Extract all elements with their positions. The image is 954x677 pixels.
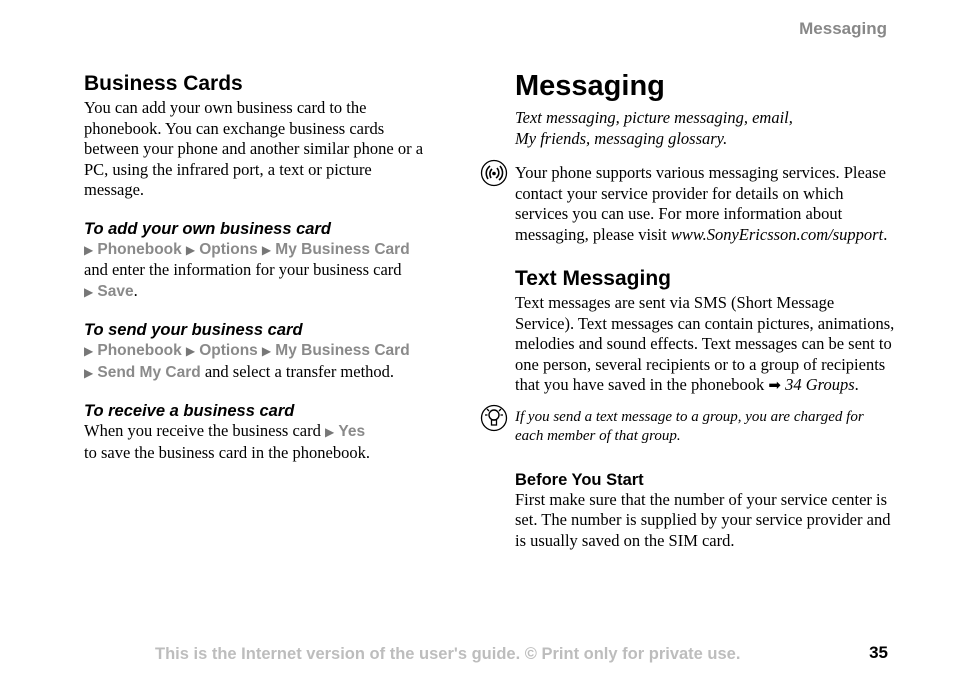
text-messaging-title: Text Messaging [515, 267, 671, 290]
menu-arrow-icon: ▶ [84, 344, 94, 358]
text-messaging-text: Text messages are sent via SMS (Short Message Service). Text messages can contain pictures, animations, melodies and sound effects. Text messages can be sent to one person, several recipients or to a group of recipients that you have saved in the phonebook [515, 293, 895, 394]
receive-card-heading: To receive a business card [84, 402, 295, 420]
running-header: Messaging [799, 19, 887, 38]
period: . [854, 375, 859, 394]
menu-my-business-card: My Business Card [275, 240, 410, 258]
service-note [515, 163, 895, 245]
service-note-text [515, 163, 895, 245]
menu-save: Save [97, 282, 134, 300]
page-number: 35 [869, 643, 888, 662]
send-card-text: and select a transfer method. [200, 361, 395, 381]
chapter-intro-line1: Text messaging, picture messaging, email, [515, 108, 793, 127]
menu-phonebook: Phonebook [97, 342, 182, 359]
menu-options: Options [199, 240, 258, 258]
menu-options: Options [199, 342, 258, 359]
right-column [515, 68, 895, 551]
menu-arrow-icon: ▶ [84, 242, 94, 257]
receive-card-steps [84, 421, 424, 463]
chapter-intro-line2: My friends, messaging glossary. [515, 128, 728, 148]
menu-send-my-card: Send My Card [97, 363, 201, 381]
period: . [883, 224, 888, 244]
menu-arrow-icon: ▶ [325, 425, 335, 439]
menu-my-business-card: My Business Card [275, 342, 410, 359]
menu-arrow-icon: ▶ [261, 242, 272, 257]
add-card-text: and enter the information for your business card [84, 260, 402, 279]
add-card-heading: To add your own business card [84, 219, 331, 238]
support-url: www.SonyEricsson.com/support [670, 224, 884, 244]
menu-arrow-icon: ▶ [84, 365, 94, 380]
left-column [84, 70, 424, 463]
before-you-start-heading: Before You Start [515, 470, 644, 489]
menu-phonebook: Phonebook [97, 240, 182, 258]
send-card-steps [84, 340, 424, 383]
business-cards-title: Business Cards [84, 72, 243, 95]
tip-note [515, 408, 895, 446]
menu-arrow-icon: ▶ [261, 344, 272, 358]
menu-arrow-icon: ▶ [185, 344, 196, 358]
business-cards-intro: You can add your own business card to the phonebook. You can exchange business cards between your phone and another similar phone or a PC, using the infrared port, a text or picture message. [84, 98, 424, 199]
menu-arrow-icon: ▶ [84, 284, 94, 299]
chapter-intro [515, 108, 895, 149]
before-you-start-body: First make sure that the number of your service center is set. The number is supplied by your service provider and is usually saved on the SIM card. [515, 489, 891, 550]
send-card-heading: To send your business card [84, 321, 303, 339]
footer-notice: This is the Internet version of the user's guide. © Print only for private use. [155, 645, 741, 663]
arrow-right-icon: ➡ [768, 376, 781, 394]
tip-note-text: If you send a text message to a group, you are charged for each member of that group. [515, 408, 864, 444]
tip-icon [480, 404, 508, 432]
menu-yes: Yes [338, 423, 366, 440]
service-note-body: Your phone supports various messaging services. Please contact your service provider for details on which services you can use. For more information about messaging, please visit [515, 163, 886, 244]
period: . [133, 280, 138, 300]
receive-text: When you receive the business card [84, 421, 325, 440]
text-messaging-body [515, 293, 895, 396]
chapter-title: Messaging [515, 70, 665, 102]
menu-arrow-icon: ▶ [185, 242, 196, 257]
groups-reference: 34 Groups [785, 375, 855, 394]
add-card-steps [84, 239, 424, 303]
receive-text-end: to save the business card in the phonebook. [84, 442, 370, 462]
network-service-icon [480, 159, 508, 187]
